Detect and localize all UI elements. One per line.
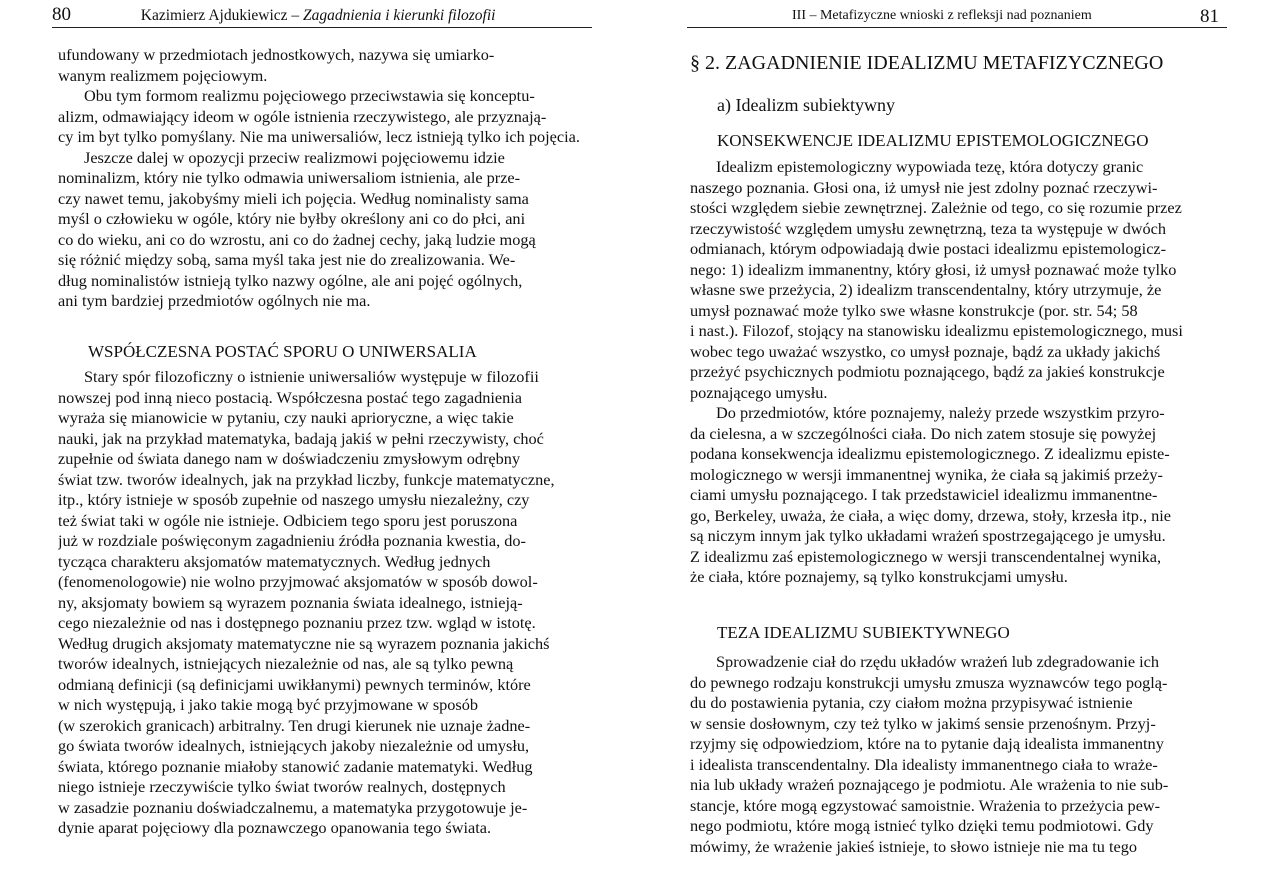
- text-line: naszego poznania. Głosi ona, iż umysł nie jest zdolny poznać rzeczywi-: [690, 177, 1158, 197]
- left-running-head: [52, 4, 495, 26]
- section-title: § 2. ZAGADNIENIE IDEALIZMU METAFIZYCZNEGO: [690, 52, 1164, 74]
- text-line: cy im byt tylko pomyślany. Nie ma uniwersaliów, lecz istnieją tylko ich pojęcia.: [58, 127, 580, 146]
- running-head-title: Zagadnienia i kierunki filozofii: [303, 7, 496, 24]
- text-line: (fenomenologowie) nie wolno przyjmować aksjomatów w sposób dowol-: [58, 572, 538, 591]
- text-line: rzeczywistość względem umysłu zewnętrzną, teza ta występuje w dwóch: [690, 218, 1167, 238]
- text-line: cego niezależnie od nas i dostępnego poznaniu przez tzw. wgląd w istotę.: [58, 613, 536, 632]
- text-line: ani tym bardziej przedmiotów ogólnych nie ma.: [58, 291, 371, 310]
- text-line: świata, którego poznanie miałoby stanowić zadanie matematyki. Według: [58, 756, 533, 776]
- text-line: odmianach, którym odpowiadają dwie postaci idealizmu epistemologicz-: [690, 239, 1167, 258]
- text-line: Według drugich aksjomaty matematyczne nie są wyrazem poznania jakichś: [58, 633, 550, 653]
- text-line: ny, aksjomaty bowiem są wyrazem poznania świata idealnego, istnieją-: [58, 592, 523, 612]
- text-line: nia lub układy wrażeń poznającego je podmiotu. Ale wrażenia to nie sub-: [690, 775, 1169, 794]
- text-line: własne swe przeżycia, 2) idealizm transcendentalny, który utrzymuje, że: [690, 280, 1162, 299]
- text-line: przeżyć psychicznych podmiotu poznającego, bądź za jakieś konstrukcje: [690, 362, 1165, 381]
- text-line: wanym realizmem pojęciowym.: [58, 65, 268, 85]
- text-line: nowszej pod inną nieco postacią. Współczesna postać tego zagadnienia: [58, 387, 522, 407]
- text-line: Sprowadzenie ciał do rzędu układów wrażeń lub zdegradowanie ich: [716, 652, 1160, 671]
- text-line: (w szerokich granicach) arbitralny. Ten drugi kierunek nie uznaje żadne-: [58, 715, 531, 735]
- text-line: w zasadzie poznaniu doświadczalnemu, a matematyka przygotowuje je-: [58, 797, 528, 817]
- text-line: nominalizm, który nie tylko odmawia uniwersaliom istnienia, ale prze-: [58, 168, 521, 187]
- text-line: itp., który istnieje w sposób zupełnie od naszego umysłu niezależny, czy: [58, 490, 530, 509]
- text-line: do pewnego rodzaju konstrukcji umysłu zmusza wyznawców tego poglą-: [690, 672, 1168, 692]
- text-line: zupełnie od świata danego nam w doświadczeniu zmysłowym odrębny: [58, 449, 521, 468]
- text-line: się różnić między sobą, sama myśl taka jest nie do zrealizowania. We-: [58, 250, 516, 269]
- text-line: odmianą definicji (są definicjami uwikłanymi) pewnych terminów, które: [58, 674, 531, 694]
- text-line: w sensie dosłownym, czy też tylko w jakimś sensie przenośnym. Przyj-: [690, 713, 1156, 733]
- text-line: alizm, odmawiający ideom w ogóle istnienia rzeczywistego, ale przyznają-: [58, 106, 547, 126]
- text-line: czy nawet temu, jakobyśmy mieli ich pojęcia. Według nominalisty sama: [58, 188, 529, 208]
- text-line: są niczym innym jak tylko układami wrażeń spostrzegającego je umysłu.: [690, 526, 1166, 545]
- text-line: tycząca charakteru aksjomatów matematycznych. Według jednych: [58, 551, 491, 571]
- text-line: że ciała, które poznajemy, są tylko konstrukcjami umysłu.: [690, 567, 1068, 586]
- text-line: Z idealizmu zaś epistemologicznego w wersji transcendentalnej wynika,: [690, 546, 1162, 566]
- page-number: 80: [52, 4, 71, 25]
- left-paragraph-block-1: [58, 45, 594, 312]
- text-line: umysł poznawać może tylko swe własne konstrukcje (por. str. 54; 58: [690, 300, 1138, 320]
- text-line: Obu tym formom realizmu pojęciowego przeciwstawia się konceptu-: [84, 86, 535, 105]
- text-line: Idealizm epistemologiczny wypowiada tezę, która dotyczy granic: [716, 157, 1144, 176]
- text-line: podana konsekwencja idealizmu epistemologicznego. Z idealizmu episte-: [690, 444, 1170, 463]
- text-line: rzyjmy się odpowiedziom, które na to pytanie dają idealista immanentny: [690, 734, 1164, 753]
- text-line: go, Berkeley, uważa, że ciała, a więc domy, drzewa, stoły, krzesła itp., nie: [690, 505, 1171, 525]
- header-rule: [52, 27, 592, 28]
- text-line: mologicznego w wersji immanentnej wynika, że ciała są jakimiś przeży-: [690, 464, 1163, 484]
- text-line: niego istnieje rzeczywiście tylko świat tworów realnych, dostępnych: [58, 777, 506, 796]
- text-line: nego podmiotu, które mogą istnieć tylko dzięki temu podmiotowi. Gdy: [690, 816, 1154, 835]
- header-rule: [687, 27, 1227, 28]
- text-line: co do wieku, ani co do wzrostu, ani co do żadnej cechy, jaką ludzie mogą: [58, 229, 536, 249]
- text-line: ciami umysłu poznającego. I tak przedstawiciel idealizmu immanentne-: [690, 485, 1158, 504]
- text-line: dynie aparat pojęciowy dla poznawczego opanowania tego świata.: [58, 818, 492, 837]
- text-line: da cielesna, a w szczególności ciała. Do nich zatem stosuje się powyżej: [690, 423, 1157, 443]
- text-line: wobec tego uważać wszystko, co umysł poznaje, bądź za układy jakichś: [690, 341, 1161, 361]
- text-line: dług nominalistów istnieją tylko nazwy ogólne, ale ani pojęć ogólnych,: [58, 270, 523, 290]
- text-line: i nast.). Filozof, stojący na stanowisku idealizmu epistemologicznego, musi: [690, 321, 1183, 340]
- page-number: 81: [1200, 6, 1219, 27]
- left-paragraph-block-2: [58, 367, 594, 839]
- text-line: ufundowany w przedmiotach jednostkowych, nazywa się umiarko-: [58, 45, 495, 64]
- text-line: Jeszcze dalej w opozycji przeciw realizmowi pojęciowemu idzie: [84, 147, 505, 167]
- text-line: du do postawienia pytania, czy ciałom można przypisywać istnienie: [690, 693, 1133, 712]
- right-paragraph-block-1: [690, 157, 1226, 588]
- subsection-title: a) Idealizm subiektywny: [717, 95, 895, 115]
- section-heading: WSPÓŁCZESNA POSTAĆ SPORU O UNIWERSALIA: [88, 342, 477, 361]
- text-line: nego: 1) idealizm immanentny, który głosi, iż umysł poznawać może tylko: [690, 259, 1177, 279]
- text-line: świat tzw. tworów idealnych, jak na przykład liczby, funkcje matematyczne,: [58, 469, 555, 489]
- text-line: Do przedmiotów, które poznajemy, należy przede wszystkim przyro-: [716, 403, 1165, 422]
- text-line: Stary spór filozoficzny o istnienie uniwersaliów występuje w filozofii: [84, 367, 539, 386]
- text-line: mówimy, że wrażenie jakieś istnieje, to słowo istnieje nie ma tu tego: [690, 836, 1138, 856]
- text-line: stancje, które mogą egzystować samoistnie. Wrażenia to przeżycia pew-: [690, 795, 1161, 815]
- right-paragraph-block-2: [690, 652, 1226, 857]
- text-line: nauki, jak na przykład matematyka, badają jakiś w pełni rzeczywisty, choć: [58, 428, 544, 448]
- section-heading: TEZA IDEALIZMU SUBIEKTYWNEGO: [717, 623, 1010, 642]
- running-head-author: Kazimierz Ajdukiewicz –: [140, 7, 300, 24]
- text-line: stości względem siebie zewnętrznej. Zależnie od tego, co się rozumie przez: [690, 198, 1182, 217]
- section-heading: KONSEKWENCJE IDEALIZMU EPISTEMOLOGICZNEGO: [717, 131, 1149, 150]
- text-line: w nich występują, i jako takie mogą być przyjmowane w sposób: [58, 695, 479, 714]
- text-line: i idealista transcendentalny. Dla idealisty immanentnego ciała to wraże-: [690, 754, 1158, 774]
- right-page: [632, 0, 1263, 893]
- text-line: poznającego umysłu.: [690, 382, 828, 402]
- right-running-head: III – Metafizyczne wnioski z refleksji nad poznaniem: [792, 8, 1092, 23]
- text-line: też świat taki w ogóle nie istnieje. Odbiciem tego sporu jest poruszona: [58, 510, 518, 530]
- text-line: tworów idealnych, istniejących niezależnie od nas, ale są tylko pewną: [58, 654, 514, 673]
- text-line: myśl o człowieku w ogóle, który nie byłby określony ani co do płci, ani: [58, 209, 526, 228]
- text-line: już w rozdziale poświęconym zagadnieniu źródła poznania kwestia, do-: [58, 531, 526, 550]
- text-line: go świata tworów idealnych, istniejących jakoby niezależnie od umysłu,: [58, 736, 530, 755]
- text-line: wyraża się mianowicie w pytaniu, czy nauki aprioryczne, a więc takie: [58, 408, 514, 427]
